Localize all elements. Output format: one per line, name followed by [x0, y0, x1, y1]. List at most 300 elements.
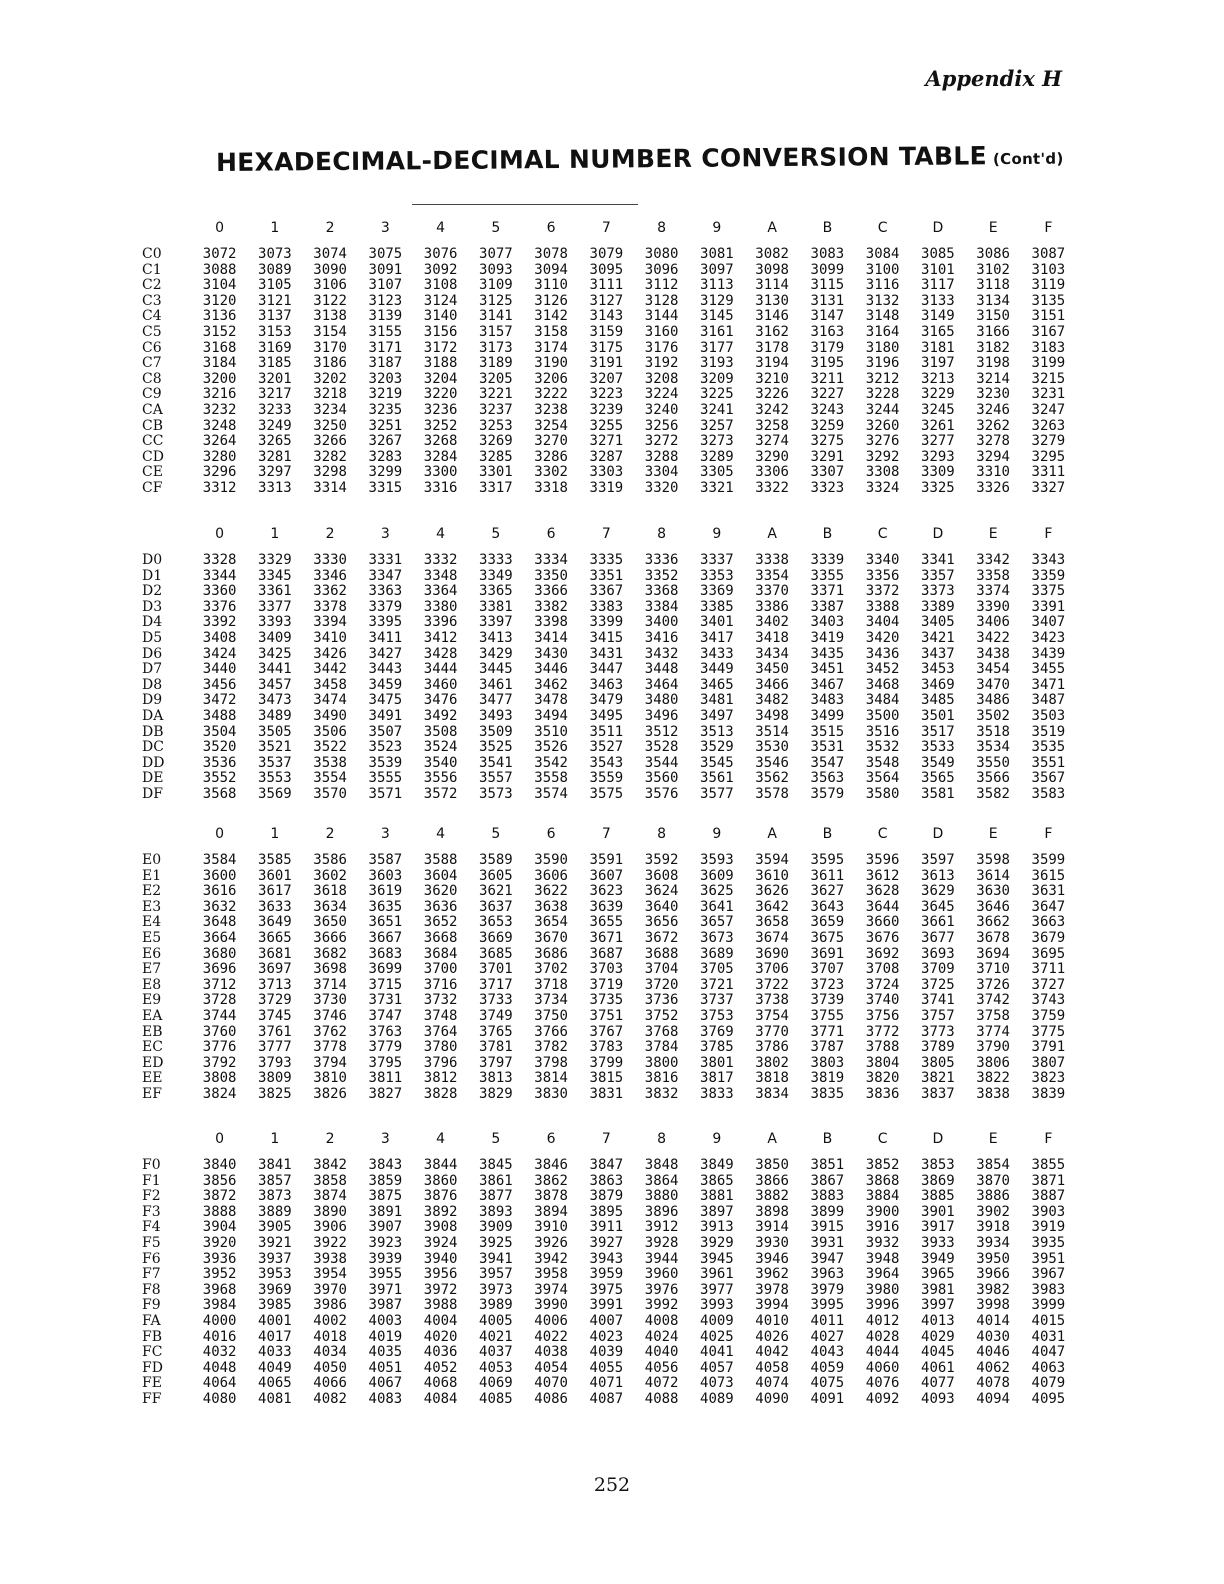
table-cell: 3301: [479, 464, 513, 481]
table-cell: 3193: [700, 355, 734, 372]
table-cell: 3603: [368, 867, 403, 884]
row-label: CF: [142, 479, 163, 496]
table-row: [136, 869, 1076, 885]
table-cell: 3205: [479, 370, 513, 387]
table-cell: 3490: [313, 707, 347, 724]
table-cell: 3584: [202, 852, 237, 868]
table-cell: 3091: [368, 261, 403, 278]
table-cell: 3512: [644, 723, 679, 740]
table-cell: 3936: [202, 1250, 237, 1267]
table-cell: 3240: [644, 401, 679, 418]
table-cell: 3921: [258, 1234, 292, 1251]
table-cell: 3128: [644, 292, 679, 309]
table-cell: 3094: [534, 261, 568, 278]
table-cell: 3510: [534, 723, 568, 740]
table-cell: 3819: [810, 1070, 845, 1087]
table-cell: 3624: [644, 883, 679, 900]
table-cell: 3391: [1031, 598, 1066, 615]
table-cell: 3556: [423, 770, 458, 787]
table-cell: 4084: [423, 1390, 458, 1407]
row-label: D6: [142, 645, 163, 662]
table-cell: 3569: [258, 785, 292, 802]
table-cell: 3737: [700, 992, 734, 1009]
table-cell: 3684: [423, 945, 458, 962]
table-cell: 3463: [589, 676, 624, 693]
column-header: 4: [436, 220, 446, 236]
table-cell: 3780: [423, 1039, 458, 1056]
table-cell: 3500: [865, 707, 900, 724]
table-cell: 3549: [921, 754, 955, 771]
table-cell: 3643: [810, 898, 845, 915]
table-cell: 3198: [976, 355, 1010, 372]
table-cell: 3108: [423, 277, 458, 294]
table-cell: 3483: [810, 692, 845, 709]
table-cell: 3851: [810, 1157, 845, 1173]
table-cell: 3970: [313, 1281, 347, 1298]
table-cell: 3843: [368, 1157, 403, 1173]
column-header: D: [932, 826, 944, 842]
row-label: F8: [142, 1281, 161, 1298]
table-cell: 3079: [589, 246, 624, 262]
table-cell: 3427: [368, 645, 403, 662]
table-cell: 3599: [1031, 852, 1066, 868]
table-cell: 3593: [700, 852, 734, 868]
table-row: [136, 263, 1076, 279]
table-cell: 3249: [258, 417, 292, 434]
table-cell: 3421: [921, 629, 955, 646]
table-row: [136, 1158, 1076, 1174]
table-cell: 3180: [865, 339, 900, 356]
table-cell: 3827: [368, 1085, 403, 1102]
table-cell: 4040: [644, 1344, 679, 1361]
table-cell: 3978: [755, 1281, 789, 1298]
column-header: 7: [601, 826, 611, 842]
table-cell: 3183: [1031, 339, 1066, 356]
column-header: 3: [380, 526, 390, 542]
table-cell: 3632: [202, 898, 237, 915]
table-cell: 3137: [258, 308, 292, 325]
table-cell: 3420: [865, 629, 900, 646]
row-label: C8: [142, 370, 162, 387]
table-cell: 3222: [534, 386, 568, 403]
table-cell: 3236: [423, 401, 458, 418]
table-cell: 3345: [258, 567, 292, 584]
column-header: A: [767, 526, 777, 542]
table-cell: 4000: [202, 1312, 237, 1329]
table-cell: 3319: [589, 479, 624, 496]
table-row: [136, 1330, 1076, 1346]
table-cell: 3691: [810, 945, 845, 962]
table-cell: 3336: [644, 552, 679, 568]
table-cell: 3552: [202, 770, 237, 787]
column-header: 4: [436, 1131, 446, 1147]
table-cell: 4095: [1031, 1390, 1066, 1407]
table-cell: 3232: [202, 401, 237, 418]
table-cell: 3989: [479, 1297, 513, 1314]
table-cell: 3782: [534, 1039, 568, 1056]
table-cell: 3980: [865, 1281, 900, 1298]
table-cell: 3112: [644, 277, 679, 294]
table-cell: 3886: [976, 1188, 1010, 1205]
table-cell: 3625: [700, 883, 734, 900]
row-label: FD: [142, 1359, 163, 1376]
table-cell: 3918: [976, 1219, 1010, 1236]
table-cell: 3229: [921, 386, 955, 403]
table-cell: 3521: [258, 739, 292, 756]
table-cell: 4061: [921, 1359, 955, 1376]
table-cell: 3310: [976, 464, 1010, 481]
table-cell: 3209: [700, 370, 734, 387]
table-cell: 3695: [1031, 945, 1066, 962]
table-cell: 3589: [479, 852, 513, 868]
table-cell: 3459: [368, 676, 403, 693]
table-cell: 3972: [423, 1281, 458, 1298]
table-cell: 3507: [368, 723, 403, 740]
table-cell: 3983: [1031, 1281, 1066, 1298]
table-cell: 3531: [810, 739, 845, 756]
table-cell: 3237: [479, 401, 513, 418]
table-cell: 3449: [700, 661, 734, 678]
table-cell: 3817: [700, 1070, 734, 1087]
table-cell: 3948: [865, 1250, 900, 1267]
table-cell: 3597: [921, 852, 955, 868]
table-cell: 3369: [700, 583, 734, 600]
table-cell: 3502: [976, 707, 1010, 724]
table-cell: 3273: [700, 433, 734, 450]
table-cell: 3404: [865, 614, 900, 631]
table-cell: 4059: [810, 1359, 845, 1376]
table-cell: 3261: [921, 417, 955, 434]
table-cell: 3226: [755, 386, 789, 403]
table-cell: 3469: [921, 676, 955, 693]
table-cell: 3945: [700, 1250, 734, 1267]
table-cell: 3194: [755, 355, 789, 372]
table-cell: 3219: [368, 386, 403, 403]
table-cell: 3460: [423, 676, 458, 693]
table-cell: 3102: [976, 261, 1010, 278]
table-cell: 4081: [258, 1390, 292, 1407]
column-header: 6: [546, 826, 556, 842]
table-cell: 3212: [865, 370, 900, 387]
table-cell: 3434: [755, 645, 789, 662]
table-cell: 3769: [700, 1023, 734, 1040]
table-cell: 3121: [258, 292, 292, 309]
table-cell: 4086: [534, 1390, 568, 1407]
column-header: 8: [657, 826, 667, 842]
table-cell: 3578: [755, 785, 789, 802]
row-label: C3: [142, 292, 162, 309]
table-cell: 3467: [810, 676, 845, 693]
table-cell: 3818: [755, 1070, 789, 1087]
table-cell: 3326: [976, 479, 1010, 496]
table-cell: 3885: [921, 1188, 955, 1205]
table-cell: 3944: [644, 1250, 679, 1267]
column-header: 5: [491, 826, 501, 842]
table-cell: 3612: [865, 867, 900, 884]
table-cell: 3379: [368, 598, 403, 615]
table-cell: 3195: [810, 355, 845, 372]
table-cell: 3567: [1031, 770, 1066, 787]
table-cell: 3196: [865, 355, 900, 372]
table-cell: 3958: [534, 1266, 568, 1283]
table-cell: 3089: [258, 261, 292, 278]
table-cell: 3965: [921, 1266, 955, 1283]
table-cell: 3967: [1031, 1266, 1066, 1283]
table-cell: 3665: [258, 929, 292, 946]
table-cell: 3857: [258, 1172, 292, 1189]
table-cell: 3347: [368, 567, 403, 584]
table-cell: 3147: [810, 308, 845, 325]
table-cell: 4057: [700, 1359, 734, 1376]
table-cell: 3171: [368, 339, 403, 356]
table-cell: 3866: [755, 1172, 789, 1189]
table-cell: 3177: [700, 339, 734, 356]
table-cell: 3106: [313, 277, 347, 294]
table-cell: 3355: [810, 567, 845, 584]
table-cell: 3255: [589, 417, 624, 434]
table-cell: 3348: [423, 567, 458, 584]
table-cell: 3092: [423, 261, 458, 278]
column-header: 4: [436, 826, 446, 842]
table-cell: 3754: [755, 1007, 789, 1024]
table-cell: 3400: [644, 614, 679, 631]
table-cell: 3837: [921, 1085, 955, 1102]
table-cell: 3806: [976, 1054, 1010, 1071]
table-cell: 3608: [644, 867, 679, 884]
table-cell: 3551: [1031, 754, 1066, 771]
table-cell: 3426: [313, 645, 347, 662]
table-cell: 3996: [865, 1297, 900, 1314]
table-row: [136, 553, 1076, 569]
table-cell: 3765: [479, 1023, 513, 1040]
table-cell: 3615: [1031, 867, 1066, 884]
table-cell: 3623: [589, 883, 624, 900]
table-cell: 3456: [202, 676, 237, 693]
table-cell: 3076: [423, 246, 458, 262]
table-cell: 3771: [810, 1023, 845, 1040]
table-cell: 3812: [423, 1070, 458, 1087]
table-cell: 3722: [755, 976, 789, 993]
table-cell: 3911: [589, 1219, 624, 1236]
table-cell: 3688: [644, 945, 679, 962]
table-cell: 3515: [810, 723, 845, 740]
table-cell: 3187: [368, 355, 403, 372]
column-header: C: [877, 826, 888, 842]
table-cell: 3947: [810, 1250, 845, 1267]
table-cell: 3929: [700, 1234, 734, 1251]
table-cell: 3940: [423, 1250, 458, 1267]
table-cell: 3538: [313, 754, 347, 771]
table-cell: 3073: [258, 246, 292, 262]
column-header: 1: [270, 826, 280, 842]
table-cell: 3559: [589, 770, 624, 787]
table-cell: 3383: [589, 598, 624, 615]
table-cell: 3739: [810, 992, 845, 1009]
table-cell: 4033: [258, 1344, 292, 1361]
table-cell: 3907: [368, 1219, 403, 1236]
table-cell: 3994: [755, 1297, 789, 1314]
table-cell: 3963: [810, 1266, 845, 1283]
table-cell: 4010: [755, 1312, 789, 1329]
table-cell: 3619: [368, 883, 403, 900]
table-cell: 3138: [313, 308, 347, 325]
table-cell: 3823: [1031, 1070, 1066, 1087]
table-cell: 4058: [755, 1359, 789, 1376]
column-header: 4: [436, 526, 446, 542]
table-cell: 3175: [589, 339, 624, 356]
table-cell: 3323: [810, 479, 845, 496]
table-cell: 3779: [368, 1039, 403, 1056]
table-cell: 3592: [644, 852, 679, 868]
table-cell: 3836: [865, 1085, 900, 1102]
table-cell: 3312: [202, 479, 237, 496]
table-row: [136, 419, 1076, 435]
table-cell: 3692: [865, 945, 900, 962]
table-cell: 3215: [1031, 370, 1066, 387]
table-cell: 3591: [589, 852, 624, 868]
table-cell: 3800: [644, 1054, 679, 1071]
table-cell: 3600: [202, 867, 237, 884]
table-cell: 4022: [534, 1328, 568, 1345]
table-cell: 4043: [810, 1344, 845, 1361]
column-header: 2: [325, 220, 335, 236]
table-cell: 3840: [202, 1157, 237, 1173]
table-cell: 3086: [976, 246, 1010, 262]
table-cell: 3267: [368, 433, 403, 450]
table-row: [136, 1087, 1076, 1103]
table-cell: 3723: [810, 976, 845, 993]
table-row: [136, 1267, 1076, 1283]
table-row: [136, 481, 1076, 497]
table-cell: 3702: [534, 961, 568, 978]
table-cell: 3294: [976, 448, 1010, 465]
column-header: F: [1044, 1131, 1053, 1147]
table-cell: 3759: [1031, 1007, 1066, 1024]
row-label: E2: [142, 883, 162, 900]
table-cell: 4006: [534, 1312, 568, 1329]
table-cell: 4048: [202, 1359, 237, 1376]
table-cell: 3583: [1031, 785, 1066, 802]
table-cell: 3317: [479, 479, 513, 496]
table-cell: 3919: [1031, 1219, 1066, 1236]
table-row: [136, 325, 1076, 341]
column-header: E: [988, 1131, 998, 1147]
table-cell: 3506: [313, 723, 347, 740]
table-cell: 3826: [313, 1085, 347, 1102]
table-cell: 3828: [423, 1085, 458, 1102]
table-cell: 3441: [258, 661, 292, 678]
table-cell: 3535: [1031, 739, 1066, 756]
row-label: EF: [142, 1085, 162, 1102]
table-cell: 3664: [202, 929, 237, 946]
table-cell: 3431: [589, 645, 624, 662]
table-cell: 3437: [921, 645, 955, 662]
table-cell: 3720: [644, 976, 679, 993]
table-cell: 3966: [976, 1266, 1010, 1283]
table-cell: 3399: [589, 614, 624, 631]
row-label: E4: [142, 914, 162, 931]
table-cell: 3422: [976, 629, 1010, 646]
table-cell: 3077: [479, 246, 513, 262]
table-cell: 3125: [479, 292, 513, 309]
table-cell: 3527: [589, 739, 624, 756]
table-cell: 3656: [644, 914, 679, 931]
table-cell: 3580: [865, 785, 900, 802]
table-row: [136, 372, 1076, 388]
table-cell: 3505: [258, 723, 292, 740]
table-cell: 3327: [1031, 479, 1066, 496]
table-cell: 3993: [700, 1297, 734, 1314]
table-cell: 3776: [202, 1039, 237, 1056]
table-cell: 4094: [976, 1390, 1010, 1407]
table-cell: 3862: [534, 1172, 568, 1189]
table-cell: 3225: [700, 386, 734, 403]
table-row: [136, 615, 1076, 631]
table-row: [136, 1025, 1076, 1041]
column-header: E: [988, 220, 998, 236]
table-cell: 3799: [589, 1054, 624, 1071]
table-cell: 4036: [423, 1344, 458, 1361]
table-cell: 3508: [423, 723, 458, 740]
table-cell: 3887: [1031, 1188, 1066, 1205]
table-cell: 3815: [589, 1070, 624, 1087]
table-cell: 3553: [258, 770, 292, 787]
table-cell: 3253: [479, 417, 513, 434]
table-cell: 3663: [1031, 914, 1066, 931]
table-cell: 3282: [313, 448, 347, 465]
table-cell: 3655: [589, 914, 624, 931]
table-cell: 3908: [423, 1219, 458, 1236]
table-cell: 3289: [700, 448, 734, 465]
row-label: E8: [142, 976, 162, 993]
table-cell: 4044: [865, 1344, 900, 1361]
table-cell: 3667: [368, 929, 403, 946]
table-cell: 3492: [423, 707, 458, 724]
table-cell: 3557: [479, 770, 513, 787]
table-cell: 3560: [644, 770, 679, 787]
table-cell: 3602: [313, 867, 347, 884]
table-cell: 3859: [368, 1172, 403, 1189]
table-cell: 3239: [589, 401, 624, 418]
table-cell: 3604: [423, 867, 458, 884]
table-cell: 3555: [368, 770, 403, 787]
row-label: D2: [142, 583, 163, 600]
table-cell: 3093: [479, 261, 513, 278]
row-label: D4: [142, 614, 163, 631]
table-cell: 3732: [423, 992, 458, 1009]
table-cell: 3964: [865, 1266, 900, 1283]
table-cell: 3645: [921, 898, 955, 915]
table-cell: 3457: [258, 676, 292, 693]
table-cell: 3366: [534, 583, 568, 600]
row-label: FA: [142, 1312, 161, 1329]
table-row: [136, 450, 1076, 466]
table-cell: 3550: [976, 754, 1010, 771]
table-cell: 3454: [976, 661, 1010, 678]
table-cell: 3686: [534, 945, 568, 962]
table-row: [136, 1252, 1076, 1268]
table-cell: 3941: [479, 1250, 513, 1267]
table-cell: 4034: [313, 1344, 347, 1361]
table-cell: 4051: [368, 1359, 403, 1376]
table-cell: 3900: [865, 1203, 900, 1220]
appendix-label: Appendix H: [925, 66, 1062, 91]
table-cell: 3493: [479, 707, 513, 724]
table-cell: 4030: [976, 1328, 1010, 1345]
table-cell: 3410: [313, 629, 347, 646]
table-cell: 3868: [865, 1172, 900, 1189]
table-row: [136, 915, 1076, 931]
